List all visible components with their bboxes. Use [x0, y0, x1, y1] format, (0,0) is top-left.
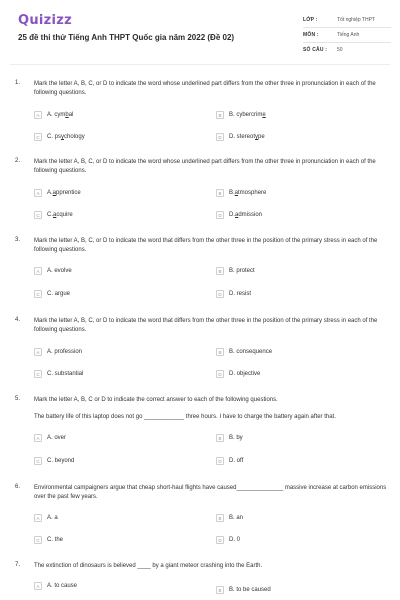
option-a[interactable]: A A. a [34, 513, 58, 523]
option-b[interactable]: B B. an [216, 513, 243, 523]
meta-subject: MÔN : Tiếng Anh [303, 32, 360, 38]
option-c[interactable]: C C. a cquire [34, 210, 73, 220]
option-c[interactable]: C C. beyond [34, 456, 74, 466]
option-b[interactable]: B B. by [216, 433, 243, 443]
option-b[interactable]: B B. a tmosphere [216, 188, 266, 198]
option-a[interactable]: A A. over [34, 433, 66, 443]
option-d[interactable]: D D. 0 [216, 535, 240, 545]
option-c[interactable]: C C. substantial [34, 369, 83, 379]
option-a[interactable]: A A. evolve [34, 266, 72, 276]
option-a[interactable]: A A. cym b al [34, 110, 73, 120]
option-d[interactable]: D D. stereot y pe [216, 132, 265, 142]
option-c[interactable]: C C. argue [34, 289, 70, 299]
option-a[interactable]: A A. profession [34, 347, 82, 357]
option-b[interactable]: B B. consequence [216, 347, 272, 357]
question-prompt: The battery life of this laptop does not go ____________ three hours. I have to charge the battery again after that. [34, 414, 336, 420]
document-header: Quizizz 25 đề thi thử Tiếng Anh THPT Quốc gia năm 2022 (Đề 02) LỚP : Tốt nghiệp THPT MÔN : Tiếng Anh SỐ CÂU : 50 [0, 0, 400, 72]
option-b[interactable]: B B. protect [216, 266, 255, 276]
meta-class: LỚP : Tốt nghiệp THPT [303, 17, 375, 23]
header-divider [10, 64, 390, 65]
option-d[interactable]: D D. objective [216, 369, 260, 379]
option-c[interactable]: C C. the [34, 535, 63, 545]
option-d[interactable]: D D. a dmission [216, 210, 262, 220]
option-a[interactable]: A A. to cause [34, 581, 77, 591]
option-b[interactable]: B B. to be caused [216, 585, 271, 595]
option-b[interactable]: B B. cybercrim e [216, 110, 266, 120]
document-title: 25 đề thi thử Tiếng Anh THPT Quốc gia năm 2022 (Đề 02) [18, 33, 235, 42]
meta-count: SỐ CÂU : 50 [303, 47, 343, 53]
option-a[interactable]: A A. a pprentice [34, 188, 81, 198]
option-d[interactable]: D D. resist [216, 289, 251, 299]
option-c[interactable]: C C. ps y chology [34, 132, 85, 142]
option-d[interactable]: D D. off [216, 456, 243, 466]
